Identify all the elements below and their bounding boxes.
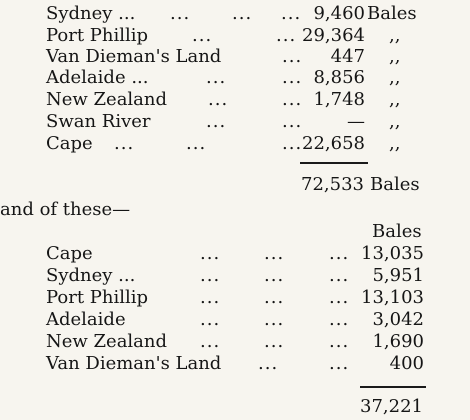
leader-dots: ...	[200, 331, 221, 352]
row-name: Cape	[46, 133, 93, 154]
table-row	[46, 243, 466, 265]
table-row	[46, 287, 466, 309]
row-value: 3,042	[372, 309, 424, 330]
intro-text: and of these—	[0, 199, 131, 220]
table-row	[46, 46, 466, 68]
table-row	[46, 331, 466, 353]
leader-dots: ...	[264, 331, 285, 352]
table-row	[46, 3, 466, 25]
row-unit: ,,	[389, 133, 401, 154]
row-value: 400	[389, 353, 424, 374]
table-row	[46, 25, 466, 47]
leader-dots: ...	[329, 243, 350, 264]
row-name: New Zealand	[46, 89, 168, 110]
table-row	[46, 265, 466, 287]
leader-dots: ...	[329, 287, 350, 308]
leader-dots: ...	[329, 331, 350, 352]
leader-dots: ...	[170, 3, 191, 24]
sum-rule	[300, 162, 368, 164]
leader-dots: ...	[282, 89, 303, 110]
row-value: 8,856	[313, 67, 365, 88]
leader-dots: ...	[329, 353, 350, 374]
row-value: —	[347, 111, 365, 132]
leader-dots: ...	[264, 265, 285, 286]
row-unit: ,,	[389, 111, 401, 132]
row-name: Sydney ...	[46, 265, 136, 286]
table-row	[46, 67, 466, 89]
leader-dots: ...	[200, 265, 221, 286]
table-row	[46, 133, 466, 155]
table-row	[46, 353, 466, 375]
leader-dots: ...	[232, 3, 253, 24]
row-name: Van Dieman's Land	[46, 353, 222, 374]
table-row	[46, 309, 466, 331]
row-name: Adelaide ...	[46, 67, 149, 88]
row-name: New Zealand	[46, 331, 168, 352]
table-row	[46, 89, 466, 111]
leader-dots: ...	[264, 309, 285, 330]
leader-dots: ...	[282, 133, 303, 154]
leader-dots: ...	[281, 3, 302, 24]
leader-dots: ...	[264, 243, 285, 264]
row-unit: ,,	[389, 46, 401, 67]
row-value: 1,748	[313, 89, 365, 110]
row-name: Adelaide	[46, 309, 126, 330]
leader-dots: ...	[329, 265, 350, 286]
row-value: 9,460	[313, 3, 365, 24]
leader-dots: ...	[208, 89, 229, 110]
row-value: 447	[330, 46, 365, 67]
row-unit: Bales	[367, 3, 417, 24]
table-row	[46, 111, 466, 133]
row-name: Swan River	[46, 111, 151, 132]
total-value: 72,533	[301, 174, 364, 195]
total-value: 37,221	[360, 396, 423, 417]
leader-dots: ...	[186, 133, 207, 154]
total-unit: Bales	[370, 174, 420, 195]
leader-dots: ...	[282, 111, 303, 132]
leader-dots: ...	[200, 309, 221, 330]
leader-dots: ...	[192, 25, 213, 46]
leader-dots: ...	[206, 111, 227, 132]
row-value: 13,103	[361, 287, 424, 308]
row-name: Cape	[46, 243, 93, 264]
leader-dots: ...	[258, 353, 279, 374]
sum-rule	[360, 386, 426, 388]
leader-dots: ...	[329, 309, 350, 330]
column-header: Bales	[372, 221, 422, 242]
leader-dots: ...	[206, 67, 227, 88]
row-name: Sydney ...	[46, 3, 136, 24]
leader-dots: ...	[114, 133, 135, 154]
leader-dots: ...	[200, 243, 221, 264]
leader-dots: ...	[282, 46, 303, 67]
row-name: Port Phillip	[46, 25, 149, 46]
row-unit: ,,	[389, 67, 401, 88]
row-unit: ,,	[389, 25, 401, 46]
row-name: Van Dieman's Land	[46, 46, 222, 67]
row-value: 22,658	[302, 133, 365, 154]
row-name: Port Phillip	[46, 287, 149, 308]
leader-dots: ...	[282, 67, 303, 88]
leader-dots: ...	[276, 25, 297, 46]
leader-dots: ...	[200, 287, 221, 308]
row-value: 29,364	[302, 25, 365, 46]
row-value: 13,035	[361, 243, 424, 264]
row-value: 1,690	[372, 331, 424, 352]
row-value: 5,951	[372, 265, 424, 286]
leader-dots: ...	[264, 287, 285, 308]
row-unit: ,,	[389, 89, 401, 110]
